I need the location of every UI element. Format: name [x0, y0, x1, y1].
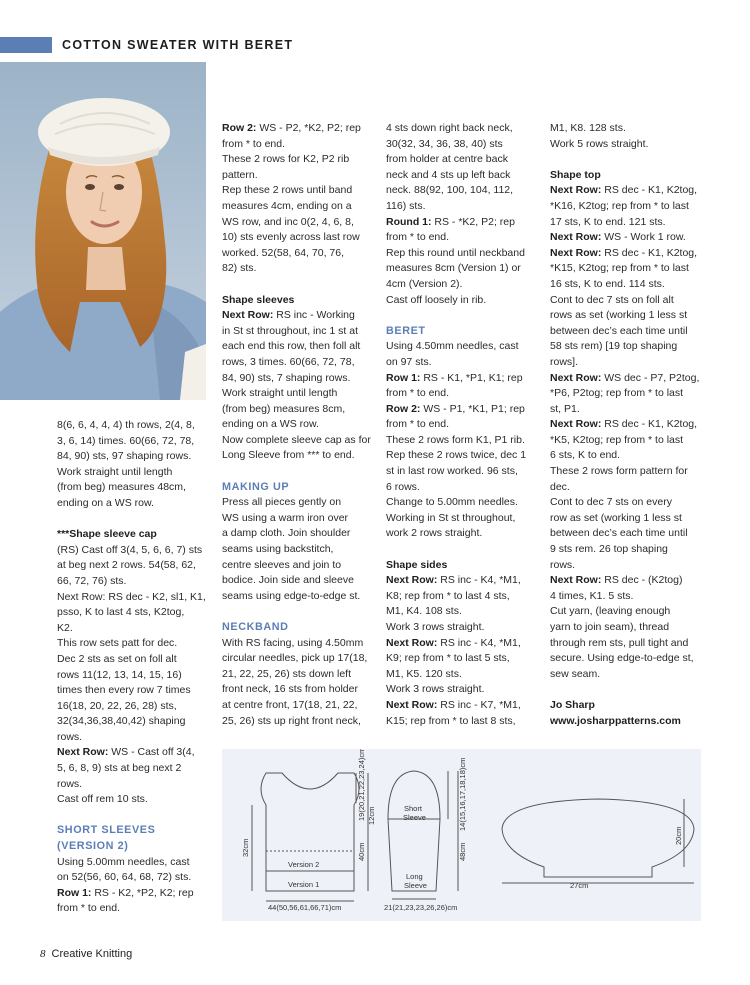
- subheading-shape-sleeves: Shape sleeves: [222, 293, 295, 306]
- text-line: (from beg) measures 8cm,: [222, 402, 346, 415]
- version-1-label: Version 1: [288, 880, 320, 889]
- text-line: each end this row, then foll alt: [222, 340, 361, 353]
- text-line: Work 3 rows straight.: [386, 683, 485, 696]
- text-line: 30(32, 34, 36, 38, 40) sts: [386, 137, 503, 150]
- text-line: 3, 6, 14) times. 60(66, 72, 78,: [57, 434, 195, 447]
- row-text: RS dec - K1, K2tog,: [601, 184, 698, 197]
- text-line: (from beg) measures 48cm,: [57, 481, 186, 494]
- section-heading-neckband: NECKBAND: [222, 621, 289, 633]
- text-line: These 2 rows form K1, P1 rib.: [386, 433, 525, 446]
- page-title: COTTON SWEATER WITH BERET: [62, 38, 294, 52]
- text-line: Using 4.50mm needles, cast: [386, 340, 519, 353]
- short-sleeve-label-2: Sleeve: [403, 813, 426, 822]
- text-line: through rem sts, pull tight and: [550, 636, 689, 649]
- text-line: These 2 rows form pattern for: [550, 465, 688, 478]
- text-line: Cont to dec 7 sts on every: [550, 496, 672, 509]
- text-line: Working in St st throughout,: [386, 511, 516, 524]
- text-line: in St st throughout, inc 1 st at: [222, 324, 358, 337]
- woman-beret-photo: [0, 62, 206, 400]
- text-line: WS row, and inc 0(2, 4, 6, 8,: [222, 215, 354, 228]
- text-line: 4cm (Version 2).: [386, 277, 463, 290]
- text-line: at beg next 2 rows. 54(58, 62,: [57, 559, 196, 572]
- row-text: WS dec - P7, P2tog,: [601, 371, 700, 384]
- text-line: *K15, K2tog; rep from * to last: [550, 262, 689, 275]
- neck-depth-label: 12cm: [367, 806, 376, 825]
- magazine-name: Creative Knitting: [51, 948, 133, 960]
- subheading-shape-sides: Shape sides: [386, 558, 448, 571]
- text-line: dec.: [550, 480, 570, 493]
- text-column-2: [222, 121, 382, 729]
- text-line: M1, K4. 108 sts.: [386, 605, 462, 618]
- text-line: rows 11(12, 13, 14, 15, 16): [57, 668, 182, 681]
- text-line: on 97 sts.: [386, 355, 432, 368]
- long-sleeve-label: Long: [406, 872, 423, 881]
- row-text: RS - *K2, P2; rep: [431, 215, 515, 228]
- text-line: 10) sts evenly across last row: [222, 231, 360, 244]
- sleeve-cap-label: 14(15,16,17,18,18)cm: [458, 757, 467, 831]
- text-line: st in last row worked. 96 sts,: [386, 465, 518, 478]
- text-line: Work straight until length: [57, 465, 173, 478]
- text-line: Now complete sleeve cap as for: [222, 433, 371, 446]
- text-line: K2.: [57, 621, 73, 634]
- text-line: [57, 745, 217, 761]
- header-accent-bar: [0, 37, 52, 53]
- text-line: These 2 rows for K2, P2 rib: [222, 153, 350, 166]
- row-label: Row 2:: [222, 122, 257, 134]
- subheading-shape-top: Shape top: [550, 168, 601, 181]
- text-line: [550, 573, 710, 589]
- row-text: RS dec - K1, K2tog,: [601, 246, 698, 259]
- text-line: psso, K to last 4 sts, K2tog,: [57, 606, 185, 619]
- text-line: Work 5 rows straight.: [550, 137, 649, 150]
- text-line: from * to end.: [386, 418, 450, 431]
- text-line: Cut yarn, (leaving enough: [550, 605, 671, 618]
- text-line: from * to end.: [222, 137, 286, 150]
- text-line: neck and 4 sts up left back: [386, 168, 511, 181]
- section-heading-short-sleeves: SHORT SLEEVES: [57, 824, 156, 837]
- text-line: rows as set (working 1 less st: [550, 309, 688, 322]
- short-sleeve-label: Short: [404, 804, 422, 813]
- row-label: Row 2:: [386, 402, 421, 415]
- text-line: 116) sts.: [386, 199, 426, 212]
- text-line: worked. 52(58, 64, 70, 76,: [222, 246, 344, 259]
- text-line: *K5, K2tog; rep from * to last: [550, 433, 684, 446]
- text-line: Using 5.00mm needles, cast: [57, 855, 190, 868]
- text-line: Work 3 rows straight.: [386, 621, 485, 633]
- text-line: seams using backstitch,: [222, 543, 334, 556]
- text-line: 4 sts down right back neck,: [386, 122, 513, 134]
- text-line: 82) sts.: [222, 262, 257, 275]
- text-line: on 52(56, 60, 64, 68, 72) sts.: [57, 871, 192, 884]
- row-text: RS - K1, *P1, K1; rep: [420, 371, 523, 384]
- text-line: at centre front, 17(18, 21, 22,: [222, 698, 358, 711]
- website-link[interactable]: www.josharppatterns.com: [550, 714, 681, 727]
- text-line: measures 4cm, ending on a: [222, 199, 352, 212]
- page-footer: [40, 948, 132, 960]
- body-width-label: 44(50,56,61,66,71)cm: [268, 903, 342, 912]
- text-line: 8(6, 6, 4, 4, 4) th rows, 2(4, 8,: [57, 419, 195, 431]
- text-line: K8; rep from * to last 4 sts,: [386, 589, 510, 602]
- text-line: [550, 230, 710, 246]
- text-line: from * to end.: [57, 902, 121, 915]
- text-line: Next Row: RS dec - K2, sl1, K1,: [57, 590, 206, 603]
- text-line: pattern.: [222, 168, 258, 181]
- row-label: Next Row:: [386, 574, 438, 587]
- page-number: 8: [40, 948, 46, 960]
- text-line: centre sleeves and join to: [222, 558, 342, 571]
- text-line: 21, 22, 25, 26) sts down left: [222, 667, 351, 680]
- text-line: M1, K5. 120 sts.: [386, 667, 462, 680]
- text-line: between dec’s each time until: [550, 527, 688, 540]
- text-line: bodice. Join side and sleeve: [222, 574, 354, 587]
- row-label: Next Row:: [550, 371, 602, 384]
- row-label: Next Row:: [550, 184, 602, 197]
- text-line: 16(18, 20, 22, 26, 28) sts,: [57, 699, 177, 712]
- text-line: Cont to dec 7 sts on foll alt: [550, 293, 674, 306]
- row-label: Row 1:: [57, 886, 92, 899]
- section-heading-beret: BERET: [386, 324, 426, 337]
- text-line: Change to 5.00mm needles.: [386, 496, 518, 509]
- row-label: Next Row:: [222, 309, 274, 322]
- text-line: Long Sleeve from *** to end.: [222, 449, 355, 462]
- text-line: Rep this round until neckband: [386, 246, 525, 259]
- row-text: RS dec - K1, K2tog,: [601, 418, 698, 431]
- text-line: (RS) Cast off 3(4, 5, 6, 6, 7) sts: [57, 543, 203, 556]
- text-line: sew seam.: [550, 667, 601, 680]
- photo-illustration: [0, 62, 206, 400]
- text-line: *K16, K2tog; rep from * to last: [550, 199, 689, 212]
- text-line: ending on a WS row.: [222, 418, 319, 431]
- text-line: 25, 26) sts up right front neck,: [222, 714, 361, 727]
- text-line: 9 sts rem. 26 top shaping: [550, 543, 668, 556]
- text-line: rows.: [57, 730, 83, 743]
- text-line: 32(34,36,38,40,42) shaping: [57, 715, 186, 728]
- text-line: 4 times, K1. 5 sts.: [550, 589, 634, 602]
- text-column-1: [57, 418, 217, 917]
- sleeve-length-label: 48cm: [458, 842, 467, 861]
- row-text: RS inc - K4, *M1,: [437, 574, 521, 587]
- row-label: Next Row:: [550, 418, 602, 431]
- text-line: [550, 183, 710, 199]
- text-line: 6 sts, K to end.: [550, 449, 621, 462]
- subheading-shape-sleeve-cap: ***Shape sleeve cap: [57, 528, 157, 541]
- text-line: 58 sts rem) [19 top shaping: [550, 340, 678, 353]
- text-line: seams using edge-to-edge st.: [222, 589, 361, 602]
- text-line: This row sets patt for dec.: [57, 637, 178, 650]
- text-column-3: [386, 121, 546, 729]
- text-line: rows.: [57, 777, 83, 790]
- text-line: circular needles, pick up 17(18,: [222, 652, 368, 665]
- text-line: Dec 2 sts as set on foll alt: [57, 652, 177, 665]
- text-line: [222, 121, 382, 137]
- text-line: Work straight until length: [222, 387, 338, 400]
- text-line: rows].: [550, 355, 579, 368]
- text-line: 16 sts, K to end. 114 sts.: [550, 277, 665, 290]
- row-label: Row 1:: [386, 371, 421, 384]
- text-line: [386, 636, 546, 652]
- beret-height-label: 20cm: [674, 826, 683, 845]
- text-line: from * to end.: [386, 387, 450, 400]
- designer-signature: Jo Sharp: [550, 698, 595, 711]
- text-line: times then every row 7 times: [57, 684, 191, 697]
- text-line: rows.: [550, 558, 576, 571]
- text-line: With RS facing, using 4.50mm: [222, 636, 364, 649]
- row-label: Next Row:: [550, 231, 602, 244]
- section-heading-version-2: (VERSION 2): [57, 840, 129, 853]
- text-line: [57, 886, 217, 902]
- text-line: 66, 72, 76) sts.: [57, 574, 127, 587]
- row-text: RS inc - Working: [273, 309, 355, 322]
- sleeve-width-label: 21(21,23,23,26,26)cm: [384, 903, 458, 912]
- body-length-label: 40cm: [357, 842, 366, 861]
- beret-width-label: 27cm: [570, 881, 589, 890]
- text-line: rows, 3 times. 60(66, 72, 78,: [222, 355, 355, 368]
- text-line: [386, 371, 546, 387]
- row-label: Round 1:: [386, 215, 432, 228]
- text-line: K9; rep from * to last 5 sts,: [386, 652, 510, 665]
- text-line: between dec’s each time until: [550, 324, 688, 337]
- text-line: *P6, P2tog; rep from * to last: [550, 387, 684, 400]
- text-line: 6 rows.: [386, 480, 420, 493]
- row-label: Next Row:: [550, 574, 602, 587]
- row-text: RS inc - K7, *M1,: [437, 698, 521, 711]
- row-text: WS - Cast off 3(4,: [108, 746, 195, 759]
- text-line: 5, 6, 8, 9) sts at beg next 2: [57, 762, 182, 775]
- text-line: Cast off rem 10 sts.: [57, 793, 148, 806]
- text-line: 84, 90) sts, 7 shaping rows.: [222, 371, 351, 384]
- text-line: yarn to join seam), thread: [550, 621, 670, 633]
- armhole-depth-label: 32cm: [241, 838, 250, 857]
- schematic-diagram: [222, 749, 701, 921]
- text-line: 17 sts, K to end. 121 sts.: [550, 215, 666, 228]
- text-line: 84, 90) sts, 97 shaping rows.: [57, 450, 192, 463]
- text-line: from * to end.: [386, 231, 450, 244]
- row-text: RS dec - (K2tog): [601, 574, 683, 587]
- section-heading-making-up: MAKING UP: [222, 480, 290, 493]
- long-sleeve-label-2: Sleeve: [404, 881, 427, 890]
- text-line: from holder at centre back: [386, 153, 508, 166]
- text-line: measures 8cm (Version 1) or: [386, 262, 521, 275]
- text-column-4: [550, 121, 710, 729]
- text-line: [386, 573, 546, 589]
- text-line: Press all pieces gently on: [222, 496, 342, 509]
- row-label: Next Row:: [550, 246, 602, 259]
- text-line: ending on a WS row.: [57, 496, 154, 509]
- text-line: [550, 417, 710, 433]
- row-text: WS - P1, *K1, P1; rep: [420, 402, 525, 415]
- version-2-label: Version 2: [288, 860, 320, 869]
- row-text: RS - K2, *P2, K2; rep: [91, 886, 194, 899]
- text-line: [386, 402, 546, 418]
- text-line: work 2 rows straight.: [386, 527, 483, 540]
- text-line: Rep these 2 rows twice, dec 1: [386, 449, 527, 462]
- schematic-svg: [222, 749, 701, 921]
- text-line: Cast off loosely in rib.: [386, 293, 487, 306]
- row-text: WS - P2, *K2, P2; rep: [256, 122, 361, 134]
- shoulder-label: 19(20,21,22,23,24)cm: [357, 749, 366, 821]
- text-line: front neck, 16 sts from holder: [222, 683, 358, 696]
- row-text: WS - Work 1 row.: [601, 231, 686, 244]
- text-line: [550, 371, 710, 387]
- text-line: [386, 215, 546, 231]
- text-line: [222, 308, 382, 324]
- text-line: Rep these 2 rows until band: [222, 184, 353, 197]
- row-label: Next Row:: [386, 698, 438, 711]
- text-line: M1, K8. 128 sts.: [550, 122, 626, 134]
- text-line: neck. 88(92, 100, 104, 112,: [386, 184, 514, 197]
- text-line: row as set (working 1 less st: [550, 511, 682, 524]
- row-label: Next Row:: [57, 746, 109, 759]
- row-text: RS inc - K4, *M1,: [437, 636, 521, 649]
- text-line: st, P1.: [550, 402, 580, 415]
- text-line: a damp cloth. Join shoulder: [222, 527, 351, 540]
- text-line: K15; rep from * to last 8 sts,: [386, 714, 516, 727]
- text-line: WS using a warm iron over: [222, 511, 349, 524]
- text-line: [386, 698, 546, 714]
- text-line: [550, 246, 710, 262]
- text-line: secure. Using edge-to-edge st,: [550, 652, 694, 665]
- row-label: Next Row:: [386, 636, 438, 649]
